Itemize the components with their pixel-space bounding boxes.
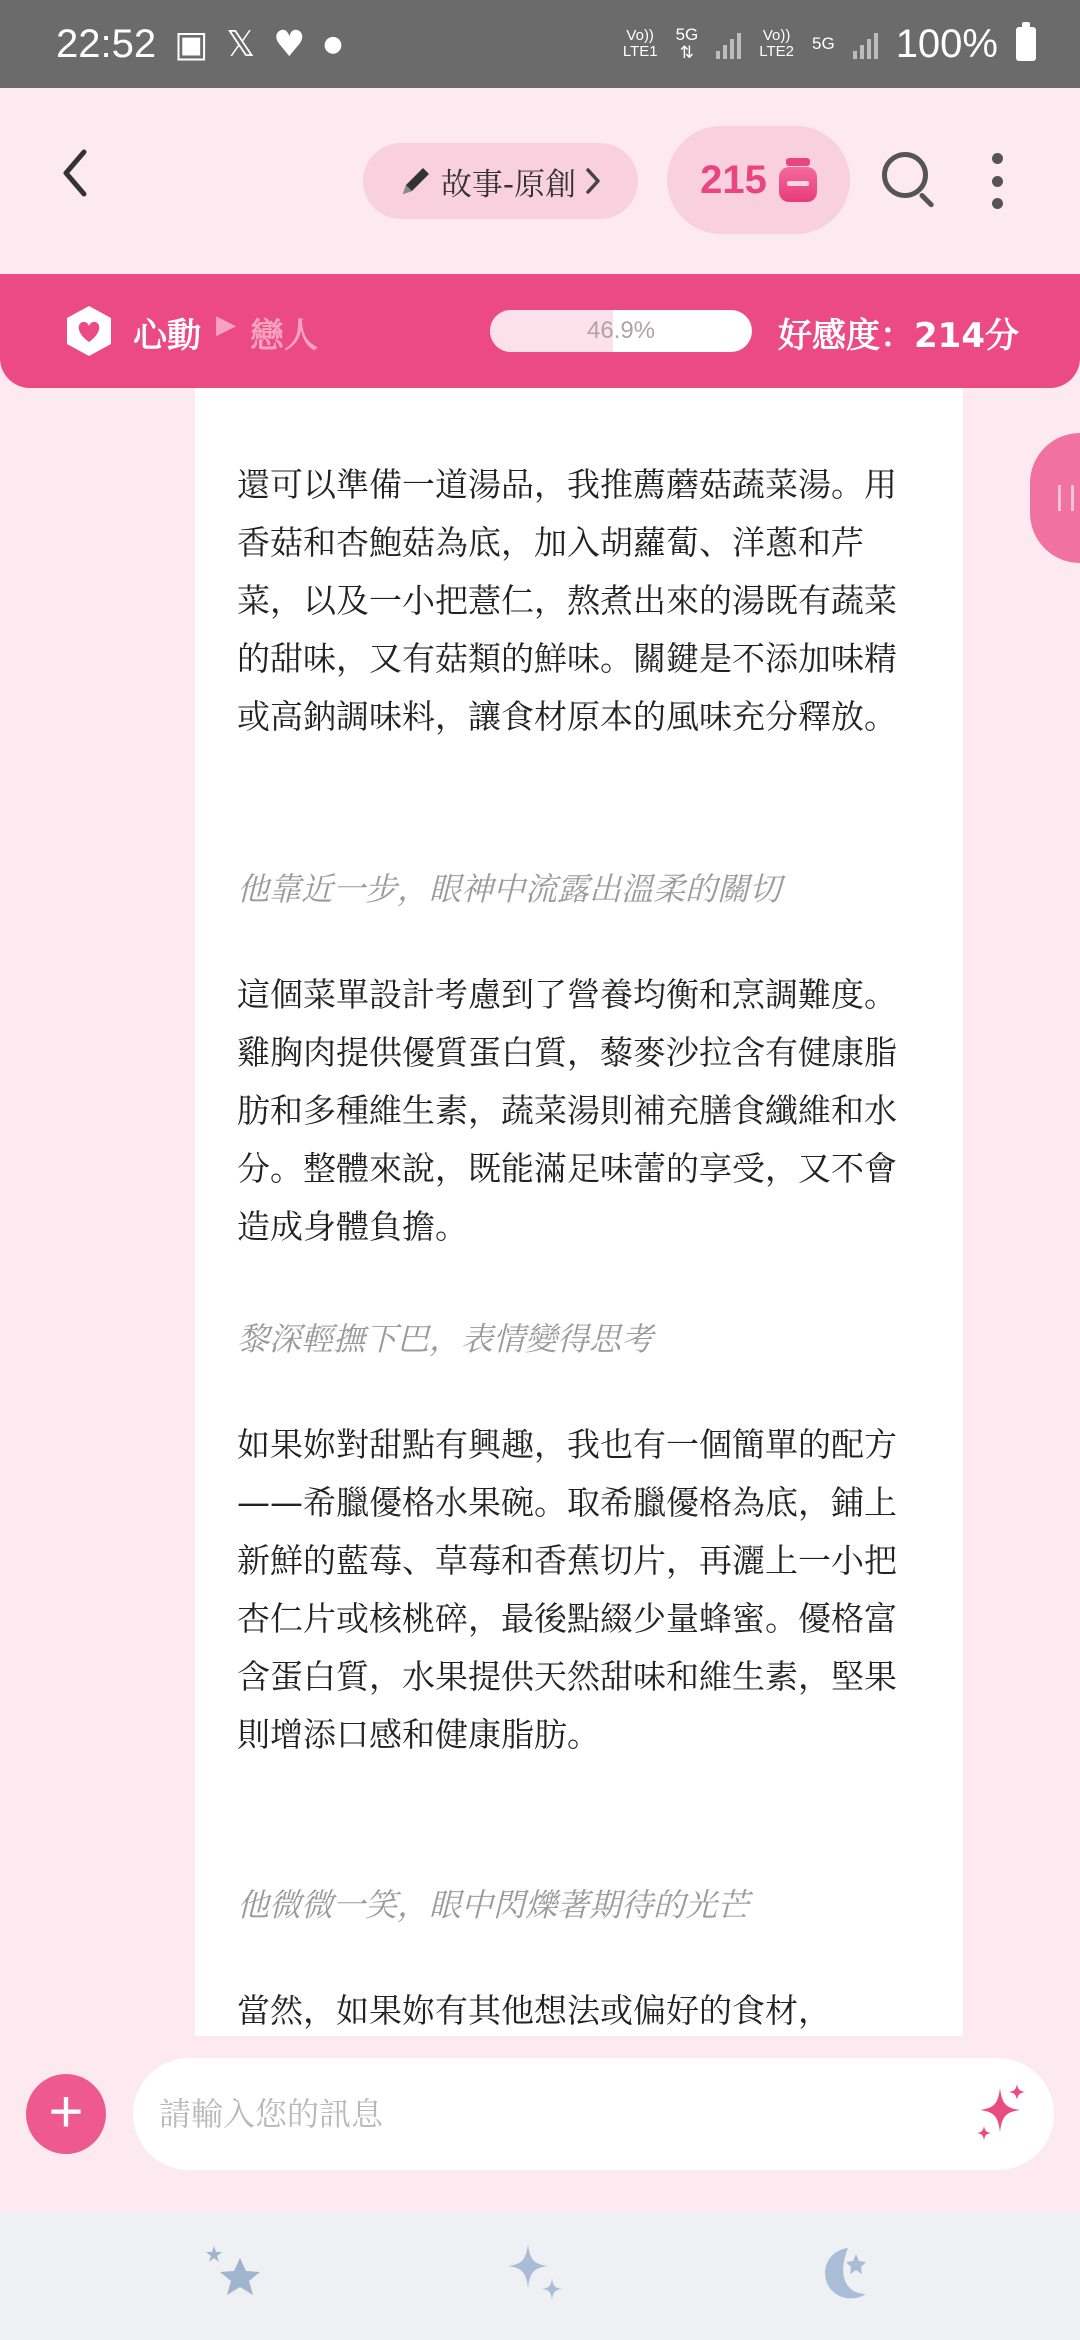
message-action: 黎深輕撫下巴，表情變得思考: [237, 1320, 654, 1358]
nav-moon[interactable]: [808, 2238, 880, 2310]
bottom-nav: [0, 2212, 1080, 2340]
net1-label: 5G: [675, 25, 699, 44]
heart-hexagon-icon: [64, 304, 114, 358]
input-row: [0, 2036, 1080, 2212]
heart-icon: ♥: [273, 23, 306, 65]
stage-current: 心動: [133, 316, 201, 356]
x-icon: 𝕏: [226, 23, 256, 65]
stars-icon: [200, 2238, 272, 2310]
battery-icon: [1016, 27, 1036, 61]
plus-icon: +: [48, 2078, 84, 2145]
sim1-network: LTE1: [622, 43, 658, 60]
more-options-button[interactable]: [985, 153, 1009, 209]
message-text: 這個菜單設計考慮到了營養均衡和烹調難度。雞胸肉提供優質蛋白質，藜麥沙拉含有健康脂肪和多種維生素，蔬菜湯則補充膳食纖維和水分。整體來說，既能滿足味蕾的享受，又不會造成身體負擔。: [237, 975, 897, 1246]
message-action: 他微微一笑，眼中閃爍著期待的光芒: [237, 1886, 750, 1924]
dot-icon: ●: [323, 31, 343, 57]
affection-progress: [490, 310, 752, 352]
coin-count: 215: [700, 157, 767, 202]
battery-percent: 100%: [895, 21, 998, 66]
message-input[interactable]: [133, 2058, 1054, 2170]
net1-indicator: [676, 26, 699, 62]
sim1-label: Vo)): [626, 27, 654, 44]
nav-stars[interactable]: [200, 2238, 272, 2310]
chevron-right-icon: [584, 167, 602, 195]
side-drawer-handle[interactable]: [1030, 433, 1080, 563]
data-arrows-icon: ⇅: [679, 43, 695, 62]
coin-balance-chip[interactable]: [667, 126, 850, 234]
status-left: [56, 22, 343, 67]
signal2-icon: [853, 29, 878, 59]
story-category-label: 故事-原創: [440, 166, 577, 203]
story-category-chip[interactable]: [363, 143, 638, 219]
status-right: [623, 22, 1036, 67]
sparkles-icon: [500, 2238, 572, 2310]
net2-label: 5G: [812, 34, 835, 53]
sparkle-icon: [970, 2080, 1030, 2146]
affection-progress-text: 46.9%: [586, 317, 656, 344]
net2-indicator: [812, 35, 835, 53]
status-time: 22:52: [56, 21, 157, 66]
message-text: 如果妳對甜點有興趣，我也有一個簡單的配方——希臘優格水果碗。取希臘優格為底，鋪上新鮮的藍莓、草莓和香蕉切片，再灑上一小把杏仁片或核桃碎，最後點綴少量蜂蜜。優格富含蛋白質，水果提供天然甜味和維生素，堅果則增添口感和健康脂肪。: [237, 1425, 897, 1754]
message-action: 他靠近一步，眼神中流露出溫柔的關切: [237, 870, 782, 908]
chevron-left-icon: [60, 148, 90, 198]
chat-content[interactable]: [195, 388, 963, 2036]
moon-star-icon: [808, 2238, 880, 2310]
add-button[interactable]: [26, 2074, 106, 2154]
top-nav: [0, 88, 1080, 274]
search-button[interactable]: [880, 150, 940, 210]
pencil-icon: [399, 164, 433, 198]
sim2-network: LTE2: [759, 43, 794, 60]
stage-next: 戀人: [250, 316, 318, 356]
more-vertical-icon: [992, 153, 1003, 164]
sim1-indicator: [623, 28, 658, 60]
signal1-icon: [716, 29, 741, 59]
gallery-icon: ▣: [174, 23, 209, 65]
favor-score: 好感度：214分: [778, 316, 1019, 356]
affection-bar: [0, 274, 1080, 388]
honey-jar-icon: [779, 158, 817, 202]
sim2-indicator: [759, 28, 794, 60]
status-bar: [0, 0, 1080, 88]
stage-arrow-icon: ▶: [216, 310, 236, 340]
sparkle-button[interactable]: [970, 2080, 1030, 2146]
sim2-label: Vo)): [762, 27, 791, 44]
nav-sparkles[interactable]: [500, 2238, 572, 2310]
message-text: 還可以準備一道湯品，我推薦蘑菇蔬菜湯。用香菇和杏鮑菇為底，加入胡蘿蔔、洋蔥和芹菜，以及一小把薏仁，熬煮出來的湯既有蔬菜的甜味，又有菇類的鮮味。關鍵是不添加味精或高鈉調味料，讓食材原本的風味充分釋放。: [237, 465, 897, 736]
back-button[interactable]: [60, 148, 110, 208]
message-text: 當然，如果妳有其他想法或偏好的食材，: [237, 1991, 831, 2030]
